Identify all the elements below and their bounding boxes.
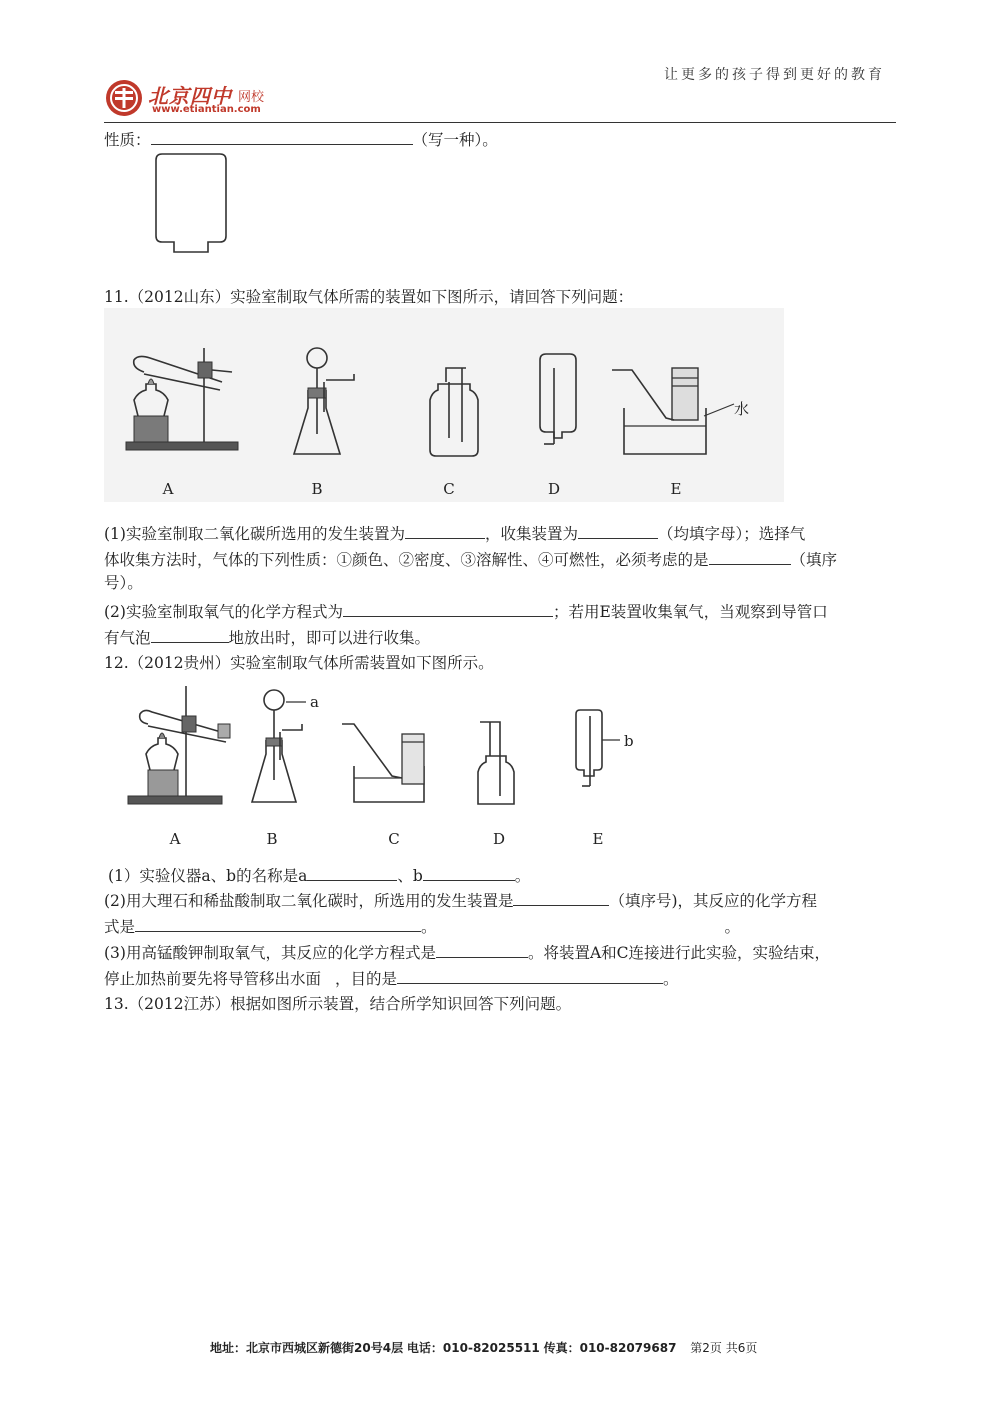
q12-title: 12.（2012贵州）实验室制取气体所需装置如下图所示。 — [104, 654, 494, 672]
q12-part2-line1: (2)用大理石和稀盐酸制取二氧化碳时，所选用的发生装置是 （填序号)，其反应的化学方程 — [104, 889, 817, 912]
q12-device-e — [576, 710, 620, 786]
q12-label-d: D — [492, 830, 506, 848]
q12-blank-a[interactable] — [307, 864, 397, 881]
q12-apparatus-figure — [120, 680, 660, 850]
q12-label-e: E — [592, 830, 604, 848]
q12-blank-purpose[interactable] — [397, 967, 663, 984]
q12-part3-line1: (3)用高锰酸钾制取氧气，其反应的化学方程式是 。将装置A和C连接进行此实验，实验结束， — [104, 941, 830, 964]
q10-property-line: 性质： （写一种）。 — [104, 128, 498, 151]
q11-title: 11.（2012山东）实验室制取气体所需的装置如下图所示，请回答下列问题： — [104, 288, 634, 306]
q11-apparatus-figure — [104, 308, 784, 502]
logo-title: 北京四中 — [148, 84, 232, 108]
logo-url: www.etiantian.com — [152, 104, 261, 115]
q12-part3-line2: 停止加热前要先将导管移出水面 ，目的是 。 — [104, 967, 679, 990]
q11-label-a: A — [162, 480, 174, 498]
q11-part1-line3: 号）。 — [104, 574, 143, 592]
q12-label-b-pointer: b — [624, 732, 634, 750]
q12-label-a: A — [169, 830, 181, 848]
q11-blank-collector[interactable] — [578, 522, 658, 539]
q11-blank-bubbles[interactable] — [151, 626, 229, 643]
footer-page: 第2页 — [690, 1341, 722, 1355]
header-slogan: 让更多的孩子得到更好的教育 — [664, 67, 885, 83]
q11-blank-properties[interactable] — [709, 548, 791, 565]
q11-label-d: D — [547, 480, 561, 498]
q12-blank-kmno4-equation[interactable] — [436, 941, 528, 958]
footer-total: 共6页 — [725, 1341, 758, 1355]
q11-part1-line2: 体收集方法时，气体的下列性质：①颜色、②密度、③溶解性、④可燃性，必须考虑的是 （填序 — [104, 548, 837, 571]
q10-blank[interactable] — [151, 128, 413, 145]
q12-label-b: B — [266, 830, 278, 848]
q12-part2-line2: 式是 。 。 — [104, 915, 740, 938]
q11-water-label: 水 — [734, 400, 750, 418]
q11-part2-line2: 有气泡 地放出时，即可以进行收集。 — [104, 626, 430, 649]
q12-blank-b[interactable] — [423, 864, 515, 881]
q12-label-c: C — [388, 830, 400, 848]
q11-label-c: C — [443, 480, 455, 498]
q12-device-a — [128, 686, 230, 804]
q13-title: 13.（2012江苏）根据如图所示装置，结合所学知识回答下列问题。 — [104, 995, 572, 1013]
q12-blank-co2-equation[interactable] — [135, 915, 421, 932]
logo — [104, 76, 294, 120]
q11-part1-line1: (1)实验室制取二氧化碳所选用的发生装置为 ，收集装置为 （均填字母）；选择气 — [104, 522, 805, 545]
q11-blank-equation[interactable] — [343, 600, 553, 617]
q11-part2-line1: (2)实验室制取氧气的化学方程式为 ；若用E装置收集氧气，当观察到导管口 — [104, 600, 828, 623]
q12-device-d — [478, 722, 514, 804]
q12-device-c — [342, 724, 424, 802]
q12-blank-generator[interactable] — [513, 889, 609, 906]
q12-label-a-pointer: a — [310, 693, 319, 711]
q11-label-e: E — [670, 480, 682, 498]
q12-part1: (1）实验仪器a、b的名称是a 、b 。 — [108, 864, 530, 887]
footer: 地址：北京市西城区新德街20号4层 电话：010-82025511 传真：010-82079687 第2页 共6页 — [210, 1341, 758, 1355]
logo-net: 网校 — [238, 90, 265, 105]
q11-label-b: B — [311, 480, 323, 498]
q11-blank-generator[interactable] — [405, 522, 485, 539]
header-divider — [104, 122, 896, 123]
q12-device-b — [252, 690, 306, 802]
q10-inverted-gas-jar — [150, 150, 240, 260]
